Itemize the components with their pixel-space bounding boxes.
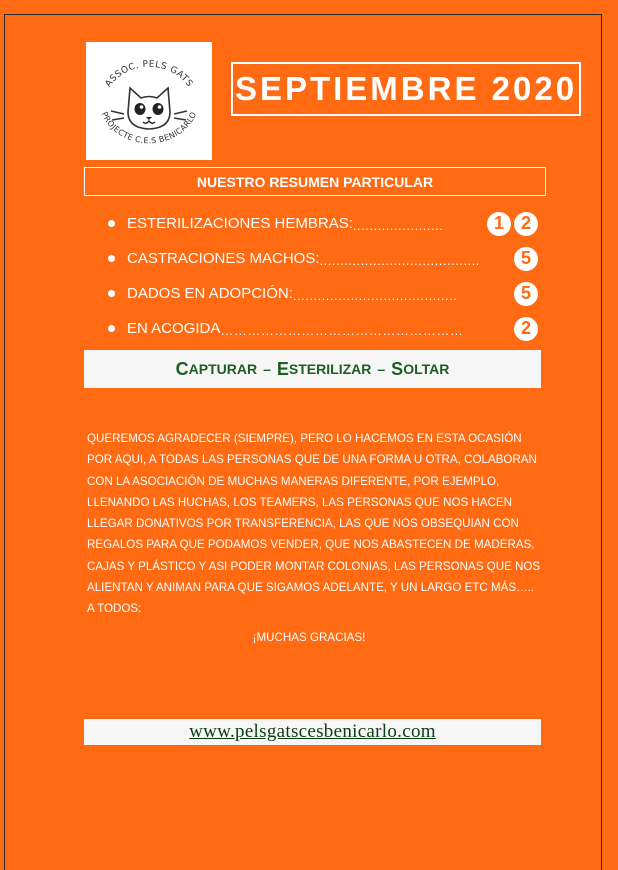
bullet-icon <box>108 325 115 332</box>
logo-bottom-text: PROJECTE C.E.S BENICARLO <box>99 110 199 146</box>
number-badge: 5 <box>514 247 538 271</box>
stat-row-foster <box>108 311 538 346</box>
cat-logo-icon <box>86 42 212 160</box>
number-badge: 1 <box>487 212 511 236</box>
stat-row-sterilizations <box>108 206 538 241</box>
number-badge: 5 <box>514 282 538 306</box>
thanks-message: QUEREMOS AGRADECER (SIEMPRE), PERO LO HACEMOS EN ESTA OCASIÓN POR AQUI, A TODAS LAS PERSONAS QUE DE UNA FORMA U OTRA, COLABORAN CON LA ASOCIACIÓN DE MUCHAS MANERAS DIFERENTE, POR EJEMPLO, LLENANDO LAS HUCHAS, LOS TEAMERS, LAS PERSONAS QUE NOS HACEN LLEGAR DONATIVOS POR TRANSFERENCIA, LAS QUE NOS OBSEQUIAN CON REGALOS PARA QUE PODAMOS VENDER, QUE NOS ABASTECEN DE MADERAS, CAJAS Y PLÁSTICO Y ASI PODER MONTAR COLONIAS, LAS PERSONAS QUE NOS ALIENTAN Y ANIMAN PARA QUE SIGAMOS ADELANTE, Y UN LARGO ETC MÁS….. A TODOS: <box>87 432 541 616</box>
stat-value <box>514 247 538 271</box>
stat-value <box>487 212 538 236</box>
bullet-icon <box>108 290 115 297</box>
website-link[interactable]: www.pelsgatscesbenicarlo.com <box>84 719 541 745</box>
motto-initial: S <box>391 358 404 379</box>
leader-dots: ...................... <box>352 217 444 233</box>
motto-initial: E <box>276 358 289 379</box>
motto-word: OLTAR <box>403 361 450 377</box>
stat-row-adoptions <box>108 276 538 311</box>
motto-separator: – <box>263 361 271 377</box>
bullet-icon <box>108 255 115 262</box>
svg-text:ASSOC. PELS GATS <box>104 60 195 90</box>
logo-top-text: ASSOC. PELS GATS <box>103 59 195 90</box>
motto-initial: C <box>175 358 189 379</box>
bullet-icon <box>108 220 115 227</box>
leader-dots: ........................................ <box>292 287 458 303</box>
stat-row-castrations <box>108 241 538 276</box>
stat-label: DADOS EN ADOPCIÓN: <box>127 285 293 302</box>
leader-dots: ....................................... <box>319 252 480 268</box>
motto-banner <box>84 350 541 388</box>
number-badge: 2 <box>514 317 538 341</box>
stats-list <box>108 206 538 346</box>
association-logo <box>86 42 212 160</box>
stat-label: EN ACOGIDA <box>127 320 221 337</box>
summary-title: NUESTRO RESUMEN PARTICULAR <box>84 167 546 196</box>
motto-word: APTURAR <box>188 361 258 377</box>
stat-value <box>514 282 538 306</box>
month-title: SEPTIEMBRE 2020 <box>231 62 581 116</box>
number-badge: 2 <box>514 212 538 236</box>
stat-value <box>514 317 538 341</box>
leader-dots: ……………………………………………… <box>220 322 464 338</box>
motto-word: STERILIZAR <box>288 361 372 377</box>
stat-label: CASTRACIONES MACHOS: <box>127 250 320 267</box>
thanks-closing: ¡MUCHAS GRACIAS! <box>252 631 366 644</box>
stat-label: ESTERILIZACIONES HEMBRAS: <box>127 215 353 232</box>
motto-separator: – <box>377 361 386 377</box>
